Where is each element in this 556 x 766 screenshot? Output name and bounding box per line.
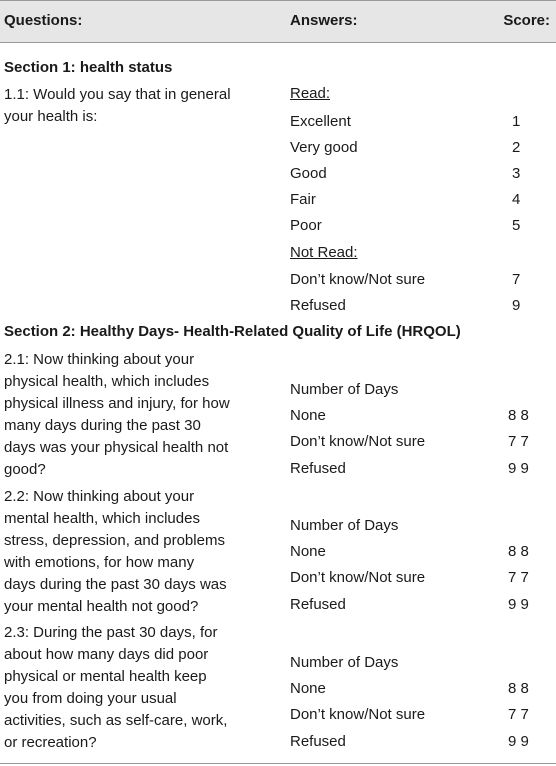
score-none: 8 8: [508, 407, 529, 424]
score-very-good: 2: [512, 139, 521, 156]
score-refused: 9 9: [508, 460, 529, 477]
table-bottom-rule: [0, 763, 556, 764]
answer-number-of-days: Number of Days: [290, 654, 399, 671]
read-label: Read:: [290, 85, 331, 102]
table-header-row: [0, 0, 556, 43]
answer-refused: Refused: [290, 733, 346, 750]
score-refused: 9 9: [508, 596, 529, 613]
score-dont-know: 7 7: [508, 433, 529, 450]
answer-dont-know: Don’t know/Not sure: [290, 569, 426, 586]
answer-dont-know: Don’t know/Not sure: [290, 706, 426, 723]
question-1-1: 1.1: Would you say that in general your health is:: [4, 86, 231, 125]
score-dont-know: 7 7: [508, 706, 529, 723]
answer-good: Good: [290, 165, 327, 182]
not-read-label: Not Read:: [290, 244, 358, 261]
header-answers: Answers:: [290, 12, 358, 29]
score-none: 8 8: [508, 543, 529, 560]
answer-dont-know: Don’t know/Not sure: [290, 271, 426, 288]
score-fair: 4: [512, 191, 521, 208]
answer-none: None: [290, 543, 326, 560]
section-1-title: Section 1: health status: [4, 59, 173, 76]
answer-none: None: [290, 407, 326, 424]
answer-refused: Refused: [290, 460, 346, 477]
header-score: Score:: [503, 12, 550, 29]
answer-fair: Fair: [290, 191, 316, 208]
answer-dont-know: Don’t know/Not sure: [290, 433, 426, 450]
score-good: 3: [512, 165, 521, 182]
answer-excellent: Excellent: [290, 113, 351, 130]
score-excellent: 1: [512, 113, 521, 130]
answer-poor: Poor: [290, 217, 322, 234]
answer-very-good: Very good: [290, 139, 358, 156]
answer-refused: Refused: [290, 596, 346, 613]
score-dont-know: 7 7: [508, 569, 529, 586]
question-2-1: 2.1: Now thinking about your physical health, which includes physical illness and injury, for how many days during the past 30 days was your physical health not good?: [4, 351, 230, 478]
score-refused: 9 9: [508, 733, 529, 750]
score-none: 8 8: [508, 680, 529, 697]
answer-none: None: [290, 680, 326, 697]
header-questions: Questions:: [4, 12, 83, 29]
score-refused: 9: [512, 297, 521, 314]
score-poor: 5: [512, 217, 521, 234]
section-2-title: Section 2: Healthy Days- Health-Related Quality of Life (HRQOL): [4, 323, 461, 340]
answer-number-of-days: Number of Days: [290, 517, 399, 534]
score-dont-know: 7: [512, 271, 521, 288]
answer-refused: Refused: [290, 297, 346, 314]
question-2-2: 2.2: Now thinking about your mental health, which includes stress, depression, and problems with emotions, for how many days during the past 30 days was your mental health not good?: [4, 488, 227, 615]
answer-number-of-days: Number of Days: [290, 381, 399, 398]
question-2-3: 2.3: During the past 30 days, for about how many days did poor physical or mental health keep you from doing your usual activities, such as self-care, work, or recreation?: [4, 624, 228, 751]
